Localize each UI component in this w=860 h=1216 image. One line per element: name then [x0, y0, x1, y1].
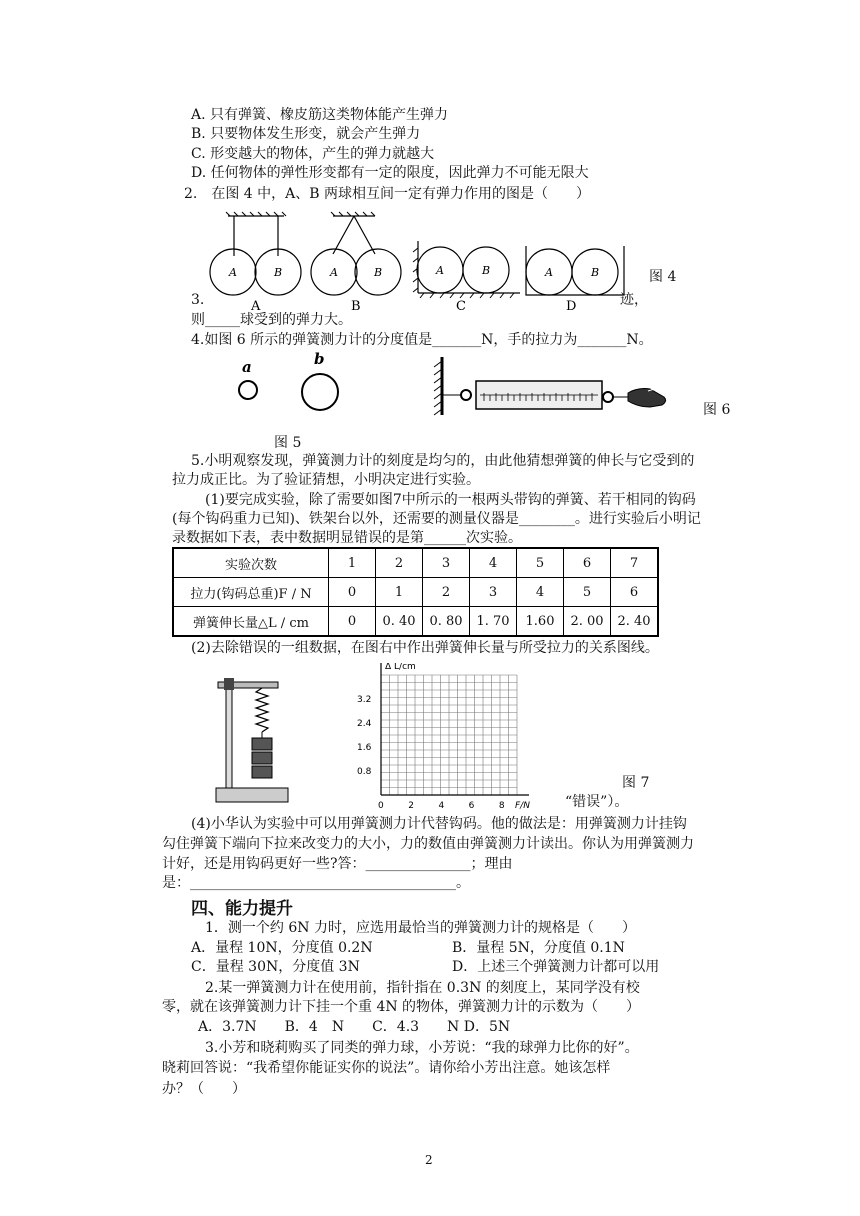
p2-line2: 零，就在该弹簧测力计下挂一个重 4N 的物体，弹簧测力计的示数为（ ） [162, 999, 641, 1015]
p1-option-a: A．量程 10N，分度值 0.2N [191, 940, 373, 956]
p3-line1: 3.小芳和晓莉购买了同类的弹力球，小芳说：“我的球弹力比你的好”。 [205, 1040, 639, 1056]
wrong-label: “错误”）。 [565, 794, 629, 810]
table-cell: 7 [611, 548, 659, 578]
q5-p4-line1: (4)小华认为实验中可以用弹簧测力计代替钩码。他的做法是：用弹簧测力计挂钩 [191, 816, 687, 832]
ball-a-label: A [330, 266, 338, 279]
q5-p1-line3: 录数据如下表，表中数据明显错误的是第______次实验。 [172, 530, 522, 546]
ball-a-label: A [545, 266, 553, 279]
q2-text: 2. 在图 4 中，A、B 两球相互间一定有弹力作用的图是（ ） [184, 186, 591, 202]
x-axis-label: F/N [515, 801, 530, 811]
table-cell: 6 [564, 548, 611, 578]
table-cell: 5 [517, 548, 564, 578]
table-cell: 0 [329, 607, 376, 637]
p1-question: 1．测一个约 6N 力时，应选用最恰当的弹簧测力计的规格是（ ） [205, 920, 636, 936]
q5-p4-line2: 勾住弹簧下端向下拉来改变力的大小，力的数值由弹簧测力计读出。你认为用弹簧测力 [162, 836, 694, 852]
q5-p1-line1: (1)要完成实验，除了需要如图7中所示的一根两头带钩的弹簧、若干相同的钩码 [205, 492, 696, 508]
ball-b-label: B [274, 266, 283, 279]
fig5-caption: 图 5 [274, 435, 302, 451]
fig5-b-label: b [314, 350, 325, 368]
figure-6 [428, 355, 690, 417]
q5-p4-line3: 计好，还是用钩码更好一些?答：_______________；理由 [162, 856, 513, 872]
figure-7-graph [355, 663, 530, 811]
q1-option-a: A. 只有弹簧、橡皮筋这类物体能产生弹力 [191, 107, 449, 123]
q5-p1-line2: (每个钩码重力已知)、铁架台以外，还需要的测量仪器是________。进行实验后小明记 [172, 511, 701, 527]
table-cell: 2. 00 [564, 607, 611, 637]
ball-b-label: B [591, 266, 600, 279]
table-cell: 实验次数 [173, 548, 329, 578]
table-row [173, 548, 658, 578]
y-tick-label: 3.2 [357, 695, 372, 705]
fig4-label-a: A [251, 299, 261, 314]
table-cell: 0. 40 [376, 607, 423, 637]
table-cell: 4 [517, 578, 564, 607]
table-cell: 4 [470, 548, 517, 578]
x-tick-label: 2 [408, 801, 414, 811]
q5-line2: 拉力成正比。为了验证猜想，小明决定进行实验。 [172, 472, 480, 488]
table-cell: 2 [376, 548, 423, 578]
table-cell: 2 [423, 578, 470, 607]
table-cell: 3 [423, 548, 470, 578]
table-cell: 拉力(钩码总重)F / N [173, 578, 329, 607]
x-tick-label: 8 [498, 801, 505, 811]
fig4-label-c: C [456, 299, 466, 314]
q5-p2: (2)去除错误的一组数据，在图右中作出弹簧伸长量与所受拉力的关系图线。 [191, 640, 659, 656]
table-row [173, 607, 658, 637]
fig5-a-label: a [242, 358, 252, 376]
y-tick-label: 1.6 [357, 743, 372, 753]
table-cell: 2. 40 [611, 607, 659, 637]
x-tick-label: 4 [438, 801, 445, 811]
q1-option-d: D. 任何物体的弹性形变都有一定的限度，因此弹力不可能无限大 [191, 165, 589, 181]
p1-option-b: B．量程 5N，分度值 0.1N [452, 940, 625, 956]
section-heading: 四、能力提升 [191, 899, 293, 919]
figure-5 [230, 350, 350, 420]
p1-option-d: D．上述三个弹簧测力计都可以用 [452, 959, 660, 975]
table-cell: 1. 70 [470, 607, 517, 637]
q3-line2: 则_____球受到的弹力大。 [191, 312, 352, 328]
table-cell: 弹簧伸长量△L / cm [173, 607, 329, 637]
p1-option-c: C．量程 30N，分度值 3N [191, 959, 360, 975]
figure-4 [200, 208, 690, 318]
q5-line1: 5.小明观察发现，弹簧测力计的刻度是均匀的，由此他猜想弹簧的伸长与它受到的 [191, 453, 695, 469]
ball-a-label: A [436, 264, 444, 277]
table-cell: 5 [564, 578, 611, 607]
data-table [172, 547, 659, 637]
ball-b-label: B [374, 266, 383, 279]
y-tick-label: 0.8 [357, 767, 372, 777]
p2-options: A．3.7N B．4 N C．4.3 N D．5N [198, 1019, 511, 1035]
q5-p4-line4: 是：______________________________________。 [162, 875, 470, 891]
p3-line2: 晓莉回答说：“我希望你能证实你的说法”。请你给小芳出注意。她该怎样 [162, 1060, 611, 1076]
ball-b-label: B [482, 264, 491, 277]
table-cell: 1 [376, 578, 423, 607]
p2-line1: 2.某一弹簧测力计在使用前，指针指在 0.3N 的刻度上，某同学没有校 [205, 980, 640, 996]
fig4-label-d: D [566, 299, 577, 314]
x-tick-label: 0 [378, 801, 384, 811]
y-tick-label: 2.4 [357, 719, 372, 729]
table-cell: 0. 80 [423, 607, 470, 637]
fig4-caption: 图 4 [649, 269, 677, 285]
q1-option-c: C. 形变越大的物体，产生的弹力就越大 [191, 146, 435, 162]
q1-option-b: B. 只要物体发生形变，就会产生弹力 [191, 126, 421, 142]
fig4-label-b: B [351, 299, 361, 314]
table-cell: 1 [329, 548, 376, 578]
q4-text: 4.如图 6 所示的弹簧测力计的分度值是_______N，手的拉力为_______N。 [191, 332, 653, 348]
table-cell: 3 [470, 578, 517, 607]
table-cell: 0 [329, 578, 376, 607]
x-tick-label: 6 [468, 801, 475, 811]
fig6-caption: 图 6 [703, 402, 731, 418]
ball-a-label: A [229, 266, 237, 279]
figure-7-apparatus [212, 672, 292, 806]
table-cell: 6 [611, 578, 659, 607]
y-axis-label: Δ L/cm [385, 663, 416, 672]
q3-number: 3. [191, 292, 205, 308]
p3-line3: 办？（ ） [162, 1081, 246, 1097]
q3-tail: 迹， [620, 292, 648, 308]
table-cell: 1.60 [517, 607, 564, 637]
table-row [173, 578, 658, 607]
page-number: 2 [425, 1153, 433, 1167]
fig7-caption: 图 7 [622, 775, 650, 791]
